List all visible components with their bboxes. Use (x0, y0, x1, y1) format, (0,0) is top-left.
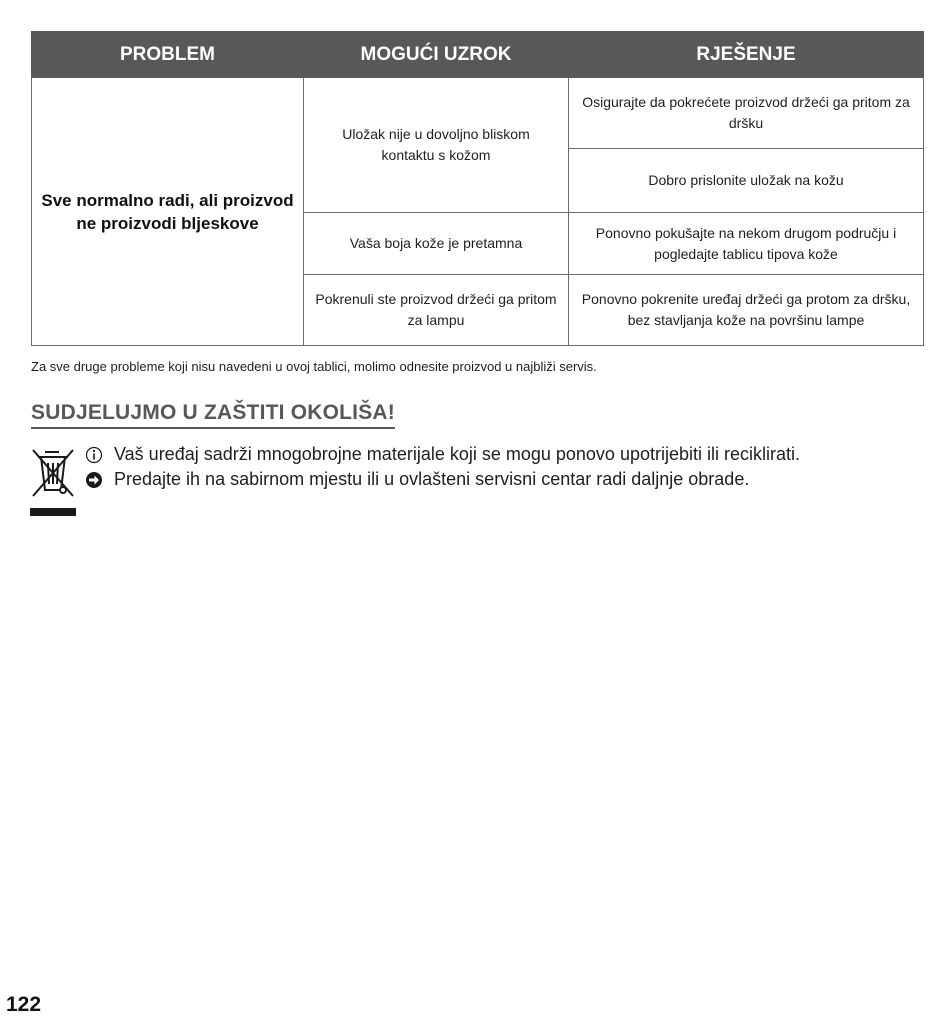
weee-crossed-bin-icon (29, 446, 77, 518)
environment-heading: SUDJELUJMO U ZAŠTITI OKOLIŠA! (31, 401, 395, 429)
header-problem: PROBLEM (32, 32, 304, 78)
environment-info-line (84, 444, 800, 465)
cause-cell: Uložak nije u dovoljno bliskom kontaktu s kožom (304, 78, 569, 213)
table-row (32, 78, 924, 149)
header-solution: RJEŠENJE (569, 32, 924, 78)
environment-line-2: Predajte ih na sabirnom mjestu ili u ovlašteni servisni centar radi daljnje obrade. (114, 469, 750, 489)
solution-cell: Dobro prislonite uložak na kožu (569, 149, 924, 213)
solution-cell: Ponovno pokrenite uređaj držeći ga protom za dršku, bez stavljanja kože na površinu lampe (569, 275, 924, 346)
page-number: 122 (6, 993, 42, 1016)
footnote: Za sve druge probleme koji nisu navedeni u ovoj tablici, molimo odnesite proizvod u najbliži servis. (31, 359, 597, 374)
problem-cell: Sve normalno radi, ali proizvod ne proizvodi bljeskove (32, 78, 304, 346)
environment-action-line (84, 469, 749, 490)
table-header-row (32, 32, 924, 78)
header-possible-cause: MOGUĆI UZROK (304, 32, 569, 78)
arrow-right-circle-icon (84, 470, 104, 490)
environment-line-1: Vaš uređaj sadrži mnogobrojne materijale koji se mogu ponovo upotrijebiti ili reciklirati. (114, 444, 800, 464)
solution-cell: Osigurajte da pokrećete proizvod držeći ga pritom za dršku (569, 78, 924, 149)
solution-cell: Ponovno pokušajte na nekom drugom području i pogledajte tablicu tipova kože (569, 213, 924, 275)
cause-cell: Vaša boja kože je pretamna (304, 213, 569, 275)
troubleshooting-table (31, 31, 924, 346)
cause-cell: Pokrenuli ste proizvod držeći ga pritom za lampu (304, 275, 569, 346)
info-circle-icon (84, 445, 104, 465)
